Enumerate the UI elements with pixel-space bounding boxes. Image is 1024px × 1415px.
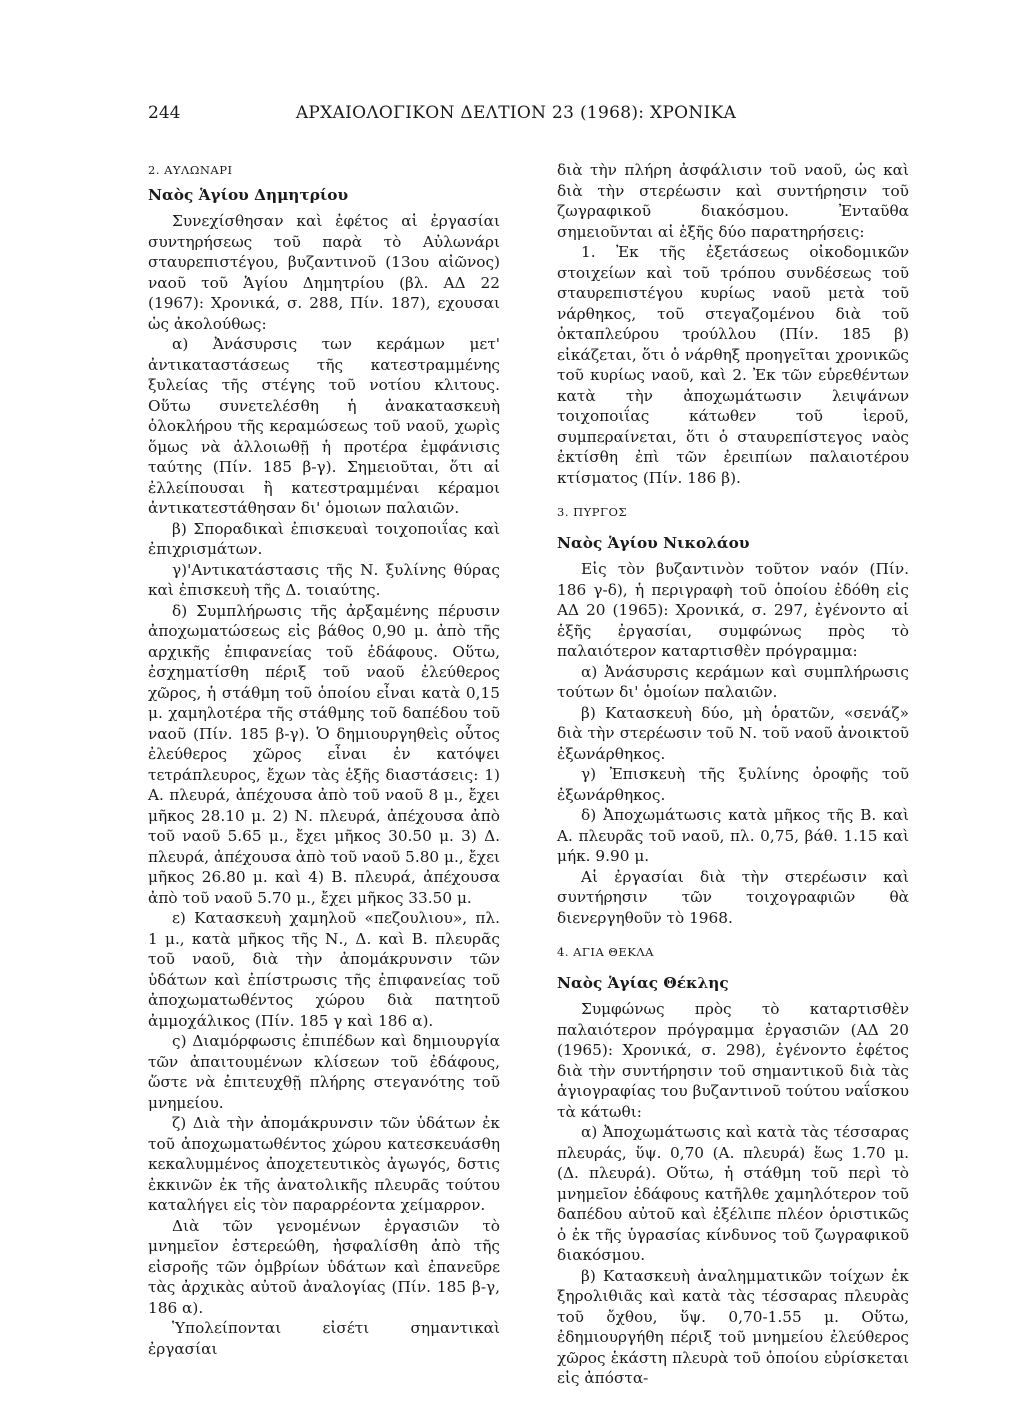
paragraph: γ) Ἐπισκευὴ τῆς ξυλίνης ὀροφῆς τοῦ ἐξωνάρθηκος. xyxy=(557,765,909,804)
left-column xyxy=(148,160,500,1359)
running-title: ΑΡΧΑΙΟΛΟΓΙΚΟΝ ΔΕΛΤΙΟΝ 23 (1968): ΧΡΟΝΙΚΑ xyxy=(295,103,737,123)
paragraph: Διὰ τῶν γενομένων ἐργασιῶν τὸ μνημεῖον ἐστερεώθη, ἠσφαλίσθη ἀπὸ τῆς εἰσροῆς τῶν ὀμβρίων ὑδάτων καὶ ἐπανεῦρε τὰς ἀρχικὰς αὐτοῦ ἀναλογίας (Πίν. 185 β-γ, 186 α). xyxy=(148,1216,500,1317)
subheading-agios-nikolaos: Ναὸς Ἁγίου Νικολάου xyxy=(557,533,750,552)
paragraph: β) Κατασκευὴ ἀναλημματικῶν τοίχων ἐκ ξηρολιθιᾶς καὶ κατὰ τὰς τέσσαρας πλευρὰς τοῦ ὄχθου, ὕψ. 0,70-1.55 μ. Οὕτω, ἐδημιουργήθη πέριξ τοῦ μνημείου ἐλεύθερος χῶρος ἑκάστη πλευρὰ τοῦ ὁποίου εὑρίσκεται εἰς ἀπόστα- xyxy=(557,1266,909,1387)
subheading-agios-dimitrios: Ναὸς Ἁγίου Δημητρίου xyxy=(148,185,349,204)
paragraph: α) Ἀποχωμάτωσις καὶ κατὰ τὰς τέσσαρας πλευράς, ὕψ. 0,70 (Α. πλευρά) ἕως 1.70 μ. (Δ. πλευρά). Οὕτω, ἡ στάθμη τοῦ περὶ τὸ μνημεῖον ἐδάφους κατῆλθε χαμηλότερον τοῦ δαπέδου αὐτοῦ καὶ ἐξέλιπε πλέον ὁριστικῶς ὁ ἐκ τῆς ὑγρασίας κίνδυνος τοῦ ζωγραφικοῦ διακόσμου. xyxy=(557,1123,909,1264)
paragraph: α) Ἀνάσυρσις των κεράμων μετ' ἀντικαταστάσεως τῆς κατεστραμμένης ξυλείας τῆς στέγης τοῦ νοτίου κλιτους. Οὕτω συνετελέσθη ἡ ἀνακατασκευὴ ὁλοκλήρου τῆς κεραμώσεως τοῦ ναοῦ, χωρὶς ὅμως νὰ ἀλλοιωθῇ ἡ προτέρα ἐμφάνισις ταύτης (Πίν. 185 β-γ). Σημειοῦται, ὅτι αἱ ἐλλείπουσαι ἢ κατεστραμμέναι κέραμοι ἀντικατεστάθησαν δι' ὁμοιων παλαιῶν. xyxy=(148,335,500,517)
paragraph: α) Ἀνάσυρσις κεράμων καὶ συμπλήρωσις τούτων δι' ὁμοίων παλαιῶν. xyxy=(557,662,909,701)
paragraph: γ)'Αντικατάστασις τῆς Ν. ξυλίνης θύρας καὶ ἐπισκευὴ τῆς Δ. τοιαύτης. xyxy=(148,560,500,599)
paragraph: Συνεχίσθησαν καὶ ἐφέτος αἱ ἐργασίαι συντηρήσεως τοῦ παρὰ τὸ Αὐλωνάρι σταυρεπιστέγου, βυζαντινοῦ (13ου αἰῶνος) ναοῦ τοῦ Ἁγίου Δημητρίου (βλ. ΑΔ 22 (1967): Χρονικά, σ. 288, Πίν. 187), εχουσαι ὡς ἀκολούθως: xyxy=(148,212,500,333)
running-header xyxy=(148,103,884,129)
paragraph: β) Κατασκευὴ δύο, μὴ ὁρατῶν, «σενάζ» διὰ τὴν στερέωσιν τοῦ Ν. τοῦ ναοῦ ἀνοικτοῦ ἐξωνάρθηκος. xyxy=(557,703,909,763)
paragraph: ε) Κατασκευὴ χαμηλοῦ «πεζουλιου», πλ. 1 μ., κατὰ μῆκος τῆς Ν., Δ. καὶ Β. πλευρᾶς τοῦ ναοῦ, διὰ τὴν ἀπομάκρυνσιν τῶν ὑδάτων καὶ ἐπίστρωσις τῆς ἐπιφανείας τοῦ ἀποχωματωθέντος χώρου διὰ πατητοῦ ἀμμοχάλικος (Πίν. 185 γ καὶ 186 α). xyxy=(148,909,500,1030)
section-heading-avlonari: 2. ΑΥΛΩΝΑΡΙ xyxy=(148,163,233,177)
paragraph: Συμφώνως πρὸς τὸ καταρτισθὲν παλαιότερον πρόγραμμα ἐργασιῶν (ΑΔ 20 (1965): Χρονικά, σ. 298), ἐγένοντο ἐφέτος διὰ τὴν συντήρησιν τοῦ σημαντικοῦ διὰ τὰς ἁγιογραφίας του βυζαντινοῦ τούτου ναΐσκου τὰ κάτωθι: xyxy=(557,1000,909,1121)
section-heading-pyrgos: 3. ΠΥΡΓΟΣ xyxy=(557,505,628,519)
subheading-agia-thekla: Ναὸς Ἁγίας Θέκλης xyxy=(557,973,729,992)
paragraph: δ) Ἀποχωμάτωσις κατὰ μῆκος τῆς Β. καὶ Α. πλευρᾶς τοῦ ναοῦ, πλ. 0,75, βάθ. 1.15 καὶ μήκ. 9.90 μ. xyxy=(557,806,909,865)
section-heading-agia-thekla: 4. ΑΓΙΑ ΘΕΚΛΑ xyxy=(557,945,654,959)
paragraph: διὰ τὴν πλήρη ἀσφάλισιν τοῦ ναοῦ, ὡς καὶ διὰ τὴν στερέωσιν καὶ συντήρησιν τοῦ ζωγραφικοῦ διακόσμου. Ἐνταῦθα σημειοῦνται αἱ ἑξῆς δύο παρατηρήσεις: xyxy=(557,161,909,241)
paragraph: Αἱ ἐργασίαι διὰ τὴν στερέωσιν καὶ συντήρησιν τῶν τοιχογραφιῶν θὰ διενεργηθοῦν τὸ 1968. xyxy=(557,867,909,927)
paragraph: ζ) Διὰ τὴν ἀπομάκρυνσιν τῶν ὑδάτων ἐκ τοῦ ἀποχωματωθέντος χώρου κατεσκευάσθη κεκαλυμμένος ἀποχετευτικὸς ἀγωγός, δστις ἐκκινῶν ἐκ τῆς ἀνατολικῆς πλευρᾶς τούτου καταλήγει εἰς τὸν παραρρέοντα χείμαρρον. xyxy=(148,1114,500,1214)
paragraph: Ὑπολείπονται εἰσέτι σημαντικαὶ ἐργασίαι xyxy=(148,1319,500,1358)
paragraph: ς) Διαμόρφωσις ἐπιπέδων καὶ δημιουργία τῶν ἀπαιτουμένων κλίσεων τοῦ ἐδάφους, ὥστε νὰ ἐπιτευχθῇ πλήρης στεγανότης τοῦ μνημείου. xyxy=(148,1032,500,1112)
paragraph: β) Σποραδικαὶ ἐπισκευαὶ τοιχοποιΐας καὶ ἐπιχρισμάτων. xyxy=(148,519,500,558)
page-number: 244 xyxy=(148,103,181,123)
right-column xyxy=(557,160,909,1389)
paragraph: Εἰς τὸν βυζαντινὸν τοῦτον ναόν (Πίν. 186 γ-δ), ἡ περιγραφὴ τοῦ ὁποίου ἐδόθη εἰς ΑΔ 20 (1965): Χρονικά, σ. 297, ἐγένοντο αἱ ἑξῆς ἐργασίαι, συμφώνως πρὸς τὸ παλαιότερον καταρτισθὲν πρόγραμμα: xyxy=(557,560,909,660)
paragraph: δ) Συμπλήρωσις τῆς ἀρξαμένης πέρυσιν ἀποχωματώσεως εἰς βάθος 0,90 μ. ἀπὸ τῆς αρχικῆς ἐπιφανείας τοῦ ἐδάφους. Οὕτω, ἐσχηματίσθη πέριξ τοῦ ναοῦ ἐλεύθερος χῶρος, ἡ στάθμη τοῦ ὁποίου εἶναι κατὰ 0,15 μ. χαμηλοτέρα τῆς στάθμης τοῦ δαπέδου τοῦ ναοῦ (Πίν. 185 β-γ). Ὁ δημιουργηθεὶς οὗτος ἐλεύθερος χῶρος εἶναι ἐν κατόψει τετράπλευρος, ἔχων τὰς ἑξῆς διαστάσεις: 1) Α. πλευρά, ἀπέχουσα ἀπὸ τοῦ ναοῦ 8 μ., ἔχει μῆκος 28.10 μ. 2) Ν. πλευρά, ἀπέχουσα ἀπὸ τοῦ ναοῦ 5.65 μ., ἔχει μῆκος 30.50 μ. 3) Δ. πλευρά, ἀπέχουσα ἀπὸ τοῦ ναοῦ 5.80 μ., ἔχει μῆκος 26.80 μ. καὶ 4) Β. πλευρά, ἀπέχουσα ἀπὸ τοῦ ναοῦ 5.70 μ., ἔχει μῆκος 33.50 μ. xyxy=(148,601,500,907)
paragraph: 1. Ἐκ τῆς ἐξετάσεως οἰκοδομικῶν στοιχείων καὶ τοῦ τρόπου συνδέσεως τοῦ σταυρεπιστέγου κυρίως ναοῦ μετὰ τοῦ νάρθηκος, τοῦ στεγαζομένου διὰ τοῦ ὀκταπλεύρου τρούλλου (Πίν. 185 β) εἰκάζεται, ὅτι ὁ νάρθηξ προηγεῖται χρονικῶς τοῦ κυρίως ναοῦ, καὶ 2. Ἐκ τῶν εὑρεθέντων κατὰ τὴν ἀποχωμάτωσιν λειψάνων τοιχοποιΐας κάτωθεν τοῦ ἱεροῦ, συμπεραίνεται, ὅτι ὁ σταυρεπίστεγος ναὸς ἐκτίσθη ἐπὶ τῶν ἐρειπίων παλαιοτέρου κτίσματος (Πίν. 186 β). xyxy=(557,243,909,487)
